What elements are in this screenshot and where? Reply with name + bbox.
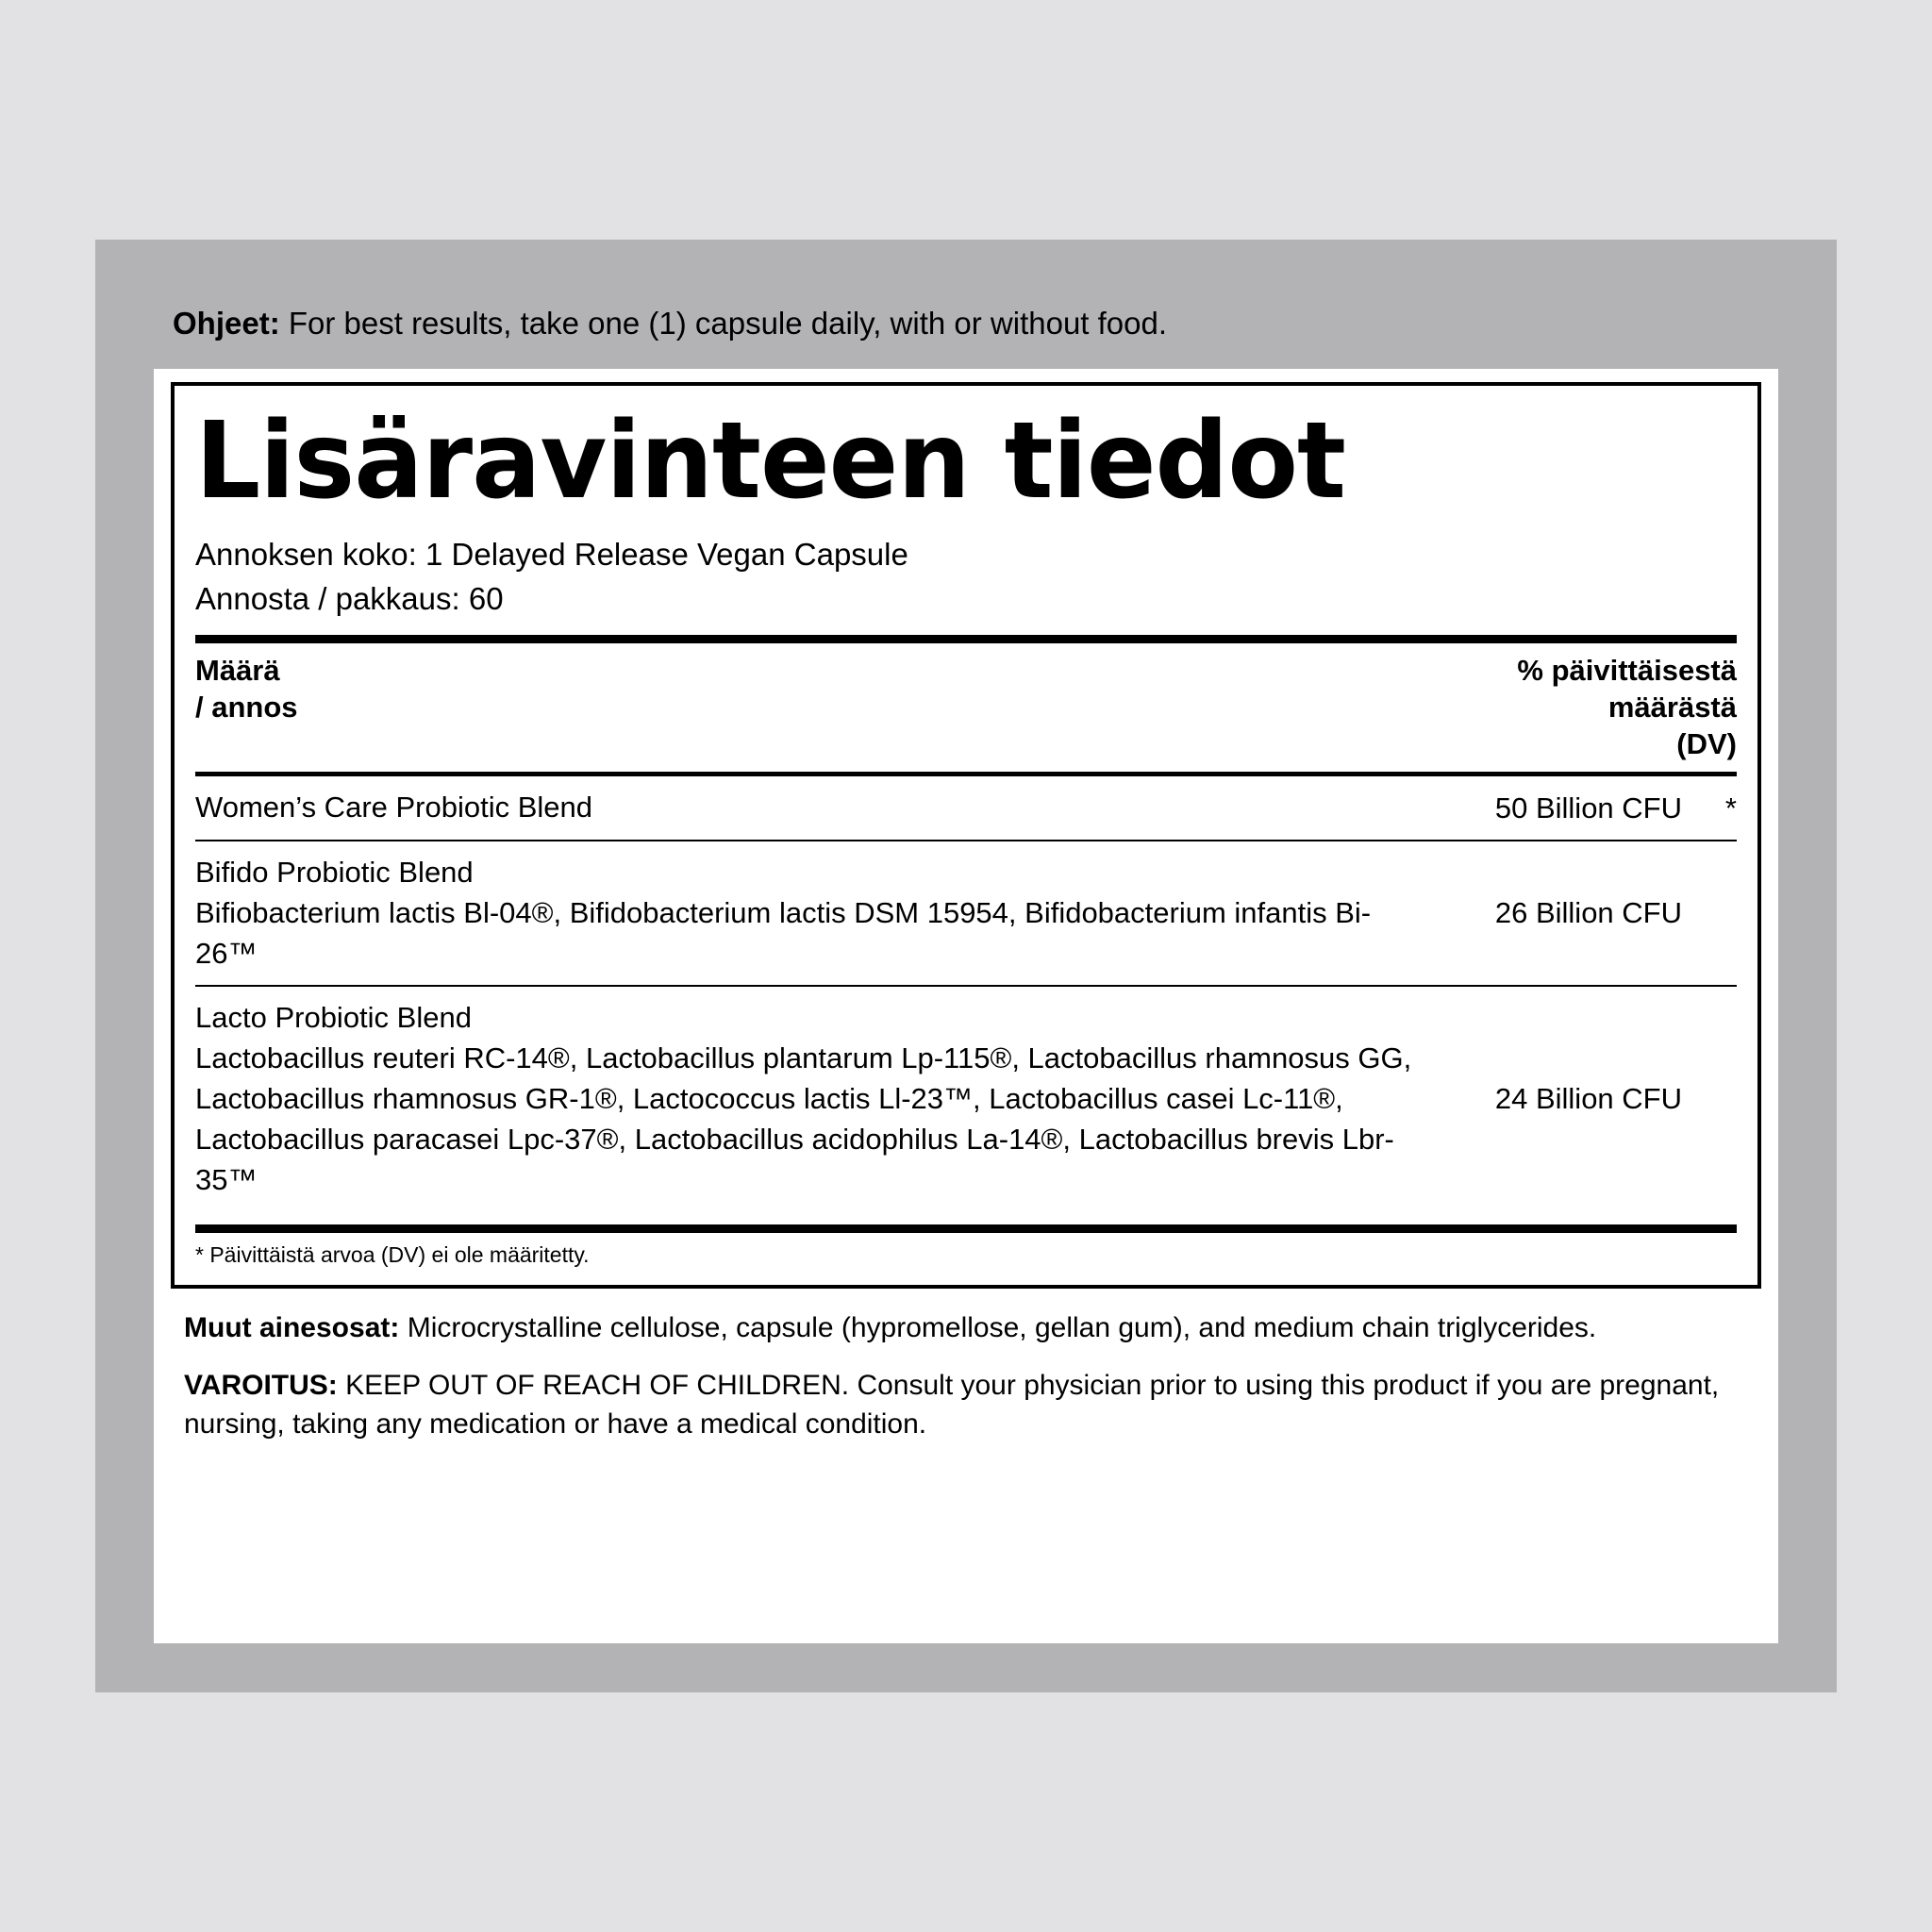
nutrient-detail: Lactobacillus reuteri RC-14®, Lactobacillus plantarum Lp-115®, Lactobacillus rhamnosus GG, Lactobacillus rhamnosus GR-1®, Lactococcus lactis Ll-23™, Lactobacillus casei Lc-11®, Lactobacillus paracasei Lpc-37®, Lactobacillus acidophilus La-14®, Lactobacillus brevis Lbr-35™	[195, 1041, 1412, 1196]
divider-thick-bottom	[195, 1224, 1737, 1233]
directions-line	[173, 304, 1778, 342]
header-dv-line3: (DV)	[1676, 726, 1737, 760]
nutrient-name: Bifido Probiotic Blend	[195, 856, 474, 890]
supplement-facts-title: Lisäravinteen tiedot	[195, 400, 1345, 524]
table-row	[195, 776, 1737, 840]
serving-size: Annoksen koko: 1 Delayed Release Vegan Capsule	[195, 537, 908, 573]
nutrient-detail: Bifiobacterium lactis Bl-04®, Bifidobacterium lactis DSM 15954, Bifidobacterium infantis Bi-26™	[195, 895, 1372, 970]
warning-label: VAROITUS:	[184, 1370, 338, 1402]
directions-label: Ohjeet:	[173, 306, 280, 341]
nutrient-name: Women’s Care Probiotic Blend	[195, 791, 592, 824]
label-panel	[95, 240, 1837, 1692]
nutrient-name-block	[195, 853, 1446, 974]
other-ingredients-label: Muut ainesosat:	[184, 1312, 400, 1344]
header-amount-block	[195, 653, 298, 726]
divider-thick-top	[195, 635, 1737, 643]
directions-text: For best results, take one (1) capsule daily, with or without food.	[288, 306, 1168, 341]
nutrient-amount: 26 Billion CFU	[1494, 896, 1682, 930]
header-dv-line1: % päivittäisestä	[1517, 654, 1737, 688]
table-row	[195, 987, 1737, 1211]
warning-block	[184, 1367, 1748, 1443]
servings-per-container: Annosta / pakkaus: 60	[195, 581, 504, 617]
other-ingredients	[184, 1309, 1748, 1346]
other-ingredients-text: Microcrystalline cellulose, capsule (hypromellose, gellan gum), and medium chain triglycerides.	[407, 1312, 1597, 1344]
nutrient-name: Lacto Probiotic Blend	[195, 1001, 472, 1035]
warning-text: KEEP OUT OF REACH OF CHILDREN. Consult your physician prior to using this product if you are pregnant, nursing, taking any medication or have a medical condition.	[184, 1370, 1720, 1440]
header-dv-block	[1517, 653, 1737, 762]
nutrient-amount: 24 Billion CFU	[1494, 1082, 1682, 1116]
supplement-facts-box	[171, 382, 1761, 1289]
dv-footnote: * Päivittäistä arvoa (DV) ei ole määritetty.	[195, 1242, 590, 1268]
header-dv-line2: määrästä	[1607, 690, 1737, 724]
label-white-card	[154, 369, 1778, 1643]
nutrient-amount: 50 Billion CFU	[1494, 791, 1682, 824]
nutrient-dv: *	[1724, 791, 1737, 824]
table-row	[195, 841, 1737, 985]
header-amount-per-serving: / annos	[195, 690, 298, 724]
table-header-row	[195, 643, 1737, 772]
header-amount: Määrä	[195, 654, 280, 688]
nutrient-name-block	[195, 998, 1446, 1200]
